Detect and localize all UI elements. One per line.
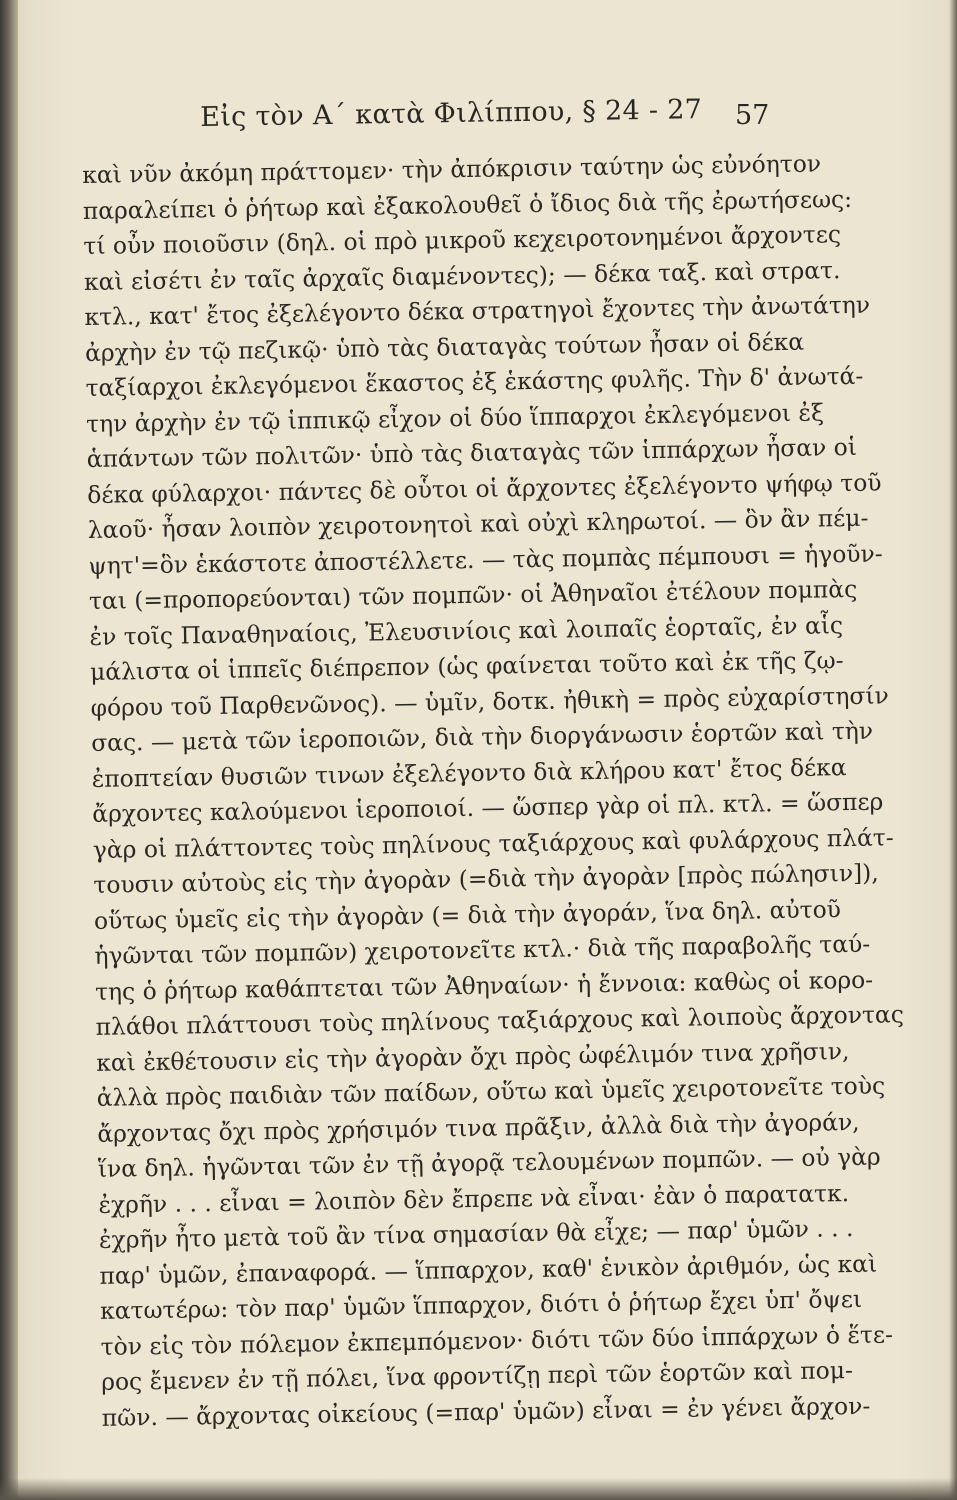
- text-line: ψητ'=ὃν ἑκάστοτε ἀποστέλλετε. — τὰς πομπὰς πέμπουσι = ἡγοῦν-: [88, 538, 883, 580]
- page-binding-shadow: [0, 0, 18, 1500]
- text-line: τουσιν αὐτοὺς εἰς τὴν ἀγορὰν (=διὰ τὴν ἀγορὰν [πρὸς πώλησιν]),: [93, 858, 879, 899]
- page-bottom-edge: [0, 1478, 957, 1500]
- text-line: της ὁ ῥήτωρ καθάπτεται τῶν Ἀθηναίων· ἡ ἔννοια: καθὼς οἱ κορο-: [94, 965, 874, 1006]
- text-line: την ἀρχὴν ἐν τῷ ἱππικῷ εἶχον οἱ δύο ἵππαρχοι ἐκλεγόμενοι ἐξ: [85, 397, 825, 438]
- page-right-edge: [949, 0, 957, 1500]
- text-line: γὰρ οἱ πλάττοντες τοὺς πηλίνους ταξιάρχους καὶ φυλάρχους πλάτ-: [92, 822, 894, 864]
- text-line: ἐχρῆν ἦτο μετὰ τοῦ ἂν τίνα σημασίαν θὰ εἶχε; — παρ' ὑμῶν . . .: [98, 1214, 854, 1254]
- text-line: μάλιστα οἱ ἱππεῖς διέπρεπον (ὡς φαίνεται τοῦτο καὶ ἐκ τῆς ζῳ-: [89, 646, 844, 686]
- text-line: κτλ., κατ' ἔτος ἐξελέγοντο δέκα στρατηγοὶ ἔχοντες τὴν ἀνωτάτην: [84, 290, 871, 331]
- text-line: τὸν εἰς τὸν πόλεμον ἐκπεμπόμενον· διότι τῶν δύο ἱππάρχων ὁ ἕτε-: [100, 1319, 894, 1361]
- text-line: φόρου τοῦ Παρθενῶνος). — ὑμῖν, δοτκ. ἠθικὴ = πρὸς εὐχαρίστησίν: [90, 680, 889, 722]
- text-line: καὶ εἰσέτι ἐν ταῖς ἀρχαῖς διαμένοντες); — δέκα ταξ. καὶ στρατ.: [83, 255, 841, 296]
- text-line: τί οὖν ποιοῦσιν (δηλ. οἱ πρὸ μικροῦ κεχειροτονημένοι ἄρχοντες: [83, 220, 842, 260]
- text-line: ἐποπτείαν θυσιῶν τινων ἐξελέγοντο διὰ κλήρου κατ' ἔτος δέκα: [91, 752, 847, 793]
- text-line: ρος ἔμενεν ἐν τῇ πόλει, ἵνα φροντίζῃ περὶ τῶν ἑορτῶν καὶ πομ-: [101, 1356, 854, 1396]
- text-line: σας. — μετὰ τῶν ἱεροποιῶν, διὰ τὴν διοργάνωσιν ἑορτῶν καὶ τὴν: [90, 716, 874, 757]
- text-line: ἀλλὰ πρὸς παιδιὰν τῶν παίδων, οὕτω καὶ ὑμεῖς χειροτονεῖτε τοὺς: [96, 1071, 886, 1112]
- text-line: λαοῦ· ἦσαν λοιπὸν χειροτονητοὶ καὶ οὐχὶ κληρωτοί. — ὃν ἂν πέμ-: [87, 503, 869, 544]
- text-line: ἁπάντων τῶν πολιτῶν· ὑπὸ τὰς διαταγὰς τῶν ἱππάρχων ἦσαν οἱ: [86, 432, 858, 473]
- text-line: κατωτέρω: τὸν παρ' ὑμῶν ἵππαρχον, διότι ὁ ῥήτωρ ἔχει ὑπ' ὄψει: [99, 1284, 863, 1325]
- text-line: παρ' ὑμῶν, ἐπαναφορά. — ἵππαρχον, καθ' ἑνικὸν ἀριθμόν, ὡς καὶ: [99, 1249, 878, 1290]
- text-line: ἐν τοῖς Παναθηναίοις, Ἐλευσινίοις καὶ λοιπαῖς ἑορταῖς, ἐν αἷς: [89, 610, 844, 651]
- text-line: πλάθοι πλάττουσι τοὺς πηλίνους ταξιάρχους καὶ λοιποὺς ἄρχοντας: [95, 1000, 905, 1041]
- text-line: ἵνα δηλ. ἡγῶνται τῶν ἐν τῇ ἀγορᾷ τελουμένων πομπῶν. — οὐ γὰρ: [97, 1142, 881, 1183]
- text-line: ἐχρῆν . . . εἶναι = λοιπὸν δὲν ἔπρεπε νὰ εἶναι· ἐὰν ὁ παρατατκ.: [98, 1178, 850, 1219]
- text-line: δέκα φύλαρχοι· πάντες δὲ οὗτοι οἱ ἄρχοντες ἐξελέγοντο ψήφῳ τοῦ: [87, 467, 882, 509]
- text-line: ἄρχοντες καλούμενοι ἱεροποιοί. — ὥσπερ γὰρ οἱ πλ. κτλ. = ὥσπερ: [92, 787, 884, 828]
- text-line: παραλείπει ὁ ῥήτωρ καὶ ἐξακολουθεῖ ὁ ἴδιος διὰ τῆς ἐρωτήσεως:: [82, 184, 853, 225]
- text-line: ἀρχὴν ἐν τῷ πεζικῷ· ὑπὸ τὰς διαταγὰς τούτων ἦσαν οἱ δέκα: [84, 327, 805, 367]
- text-line: ἡγῶνται τῶν πομπῶν) χειροτονεῖτε κτλ.· διὰ τῆς παραβολῆς ταύ-: [94, 929, 871, 970]
- text-line: ἄρχοντας ὄχι πρὸς χρήσιμόν τινα πρᾶξιν, ἀλλὰ διὰ τὴν ἀγοράν,: [97, 1107, 860, 1148]
- page-number: 57: [735, 100, 770, 131]
- text-line: πῶν. — ἄρχοντας οἰκείους (=παρ' ὑμῶν) εἶναι = ἐν γένει ἄρχον-: [101, 1391, 871, 1432]
- text-line: ται (=προπορεύονται) τῶν πομπῶν· οἱ Ἀθηναῖοι ἐτέλουν πομπὰς: [88, 574, 858, 615]
- running-title: Εἰς τὸν Α´ κατὰ Φιλίππου, § 24 - 27: [200, 94, 703, 133]
- text-line: ταξίαρχοι ἐκλεγόμενοι ἕκαστος ἐξ ἑκάστης φυλῆς. Τὴν δ' ἀνωτά-: [85, 361, 864, 402]
- text-line: καὶ ἐκθέτουσιν εἰς τὴν ἀγορὰν ὄχι πρὸς ὠφέλιμόν τινα χρῆσιν,: [95, 1036, 850, 1077]
- text-line: καὶ νῦν ἀκόμη πράττομεν· τὴν ἀπόκρισιν ταύτην ὡς εὐνόητον: [82, 149, 822, 189]
- text-line: οὕτως ὑμεῖς εἰς τὴν ἀγορὰν (= διὰ τὴν ἀγοράν, ἵνα δηλ. αὐτοῦ: [93, 894, 842, 935]
- commentary-text: [82, 147, 905, 1436]
